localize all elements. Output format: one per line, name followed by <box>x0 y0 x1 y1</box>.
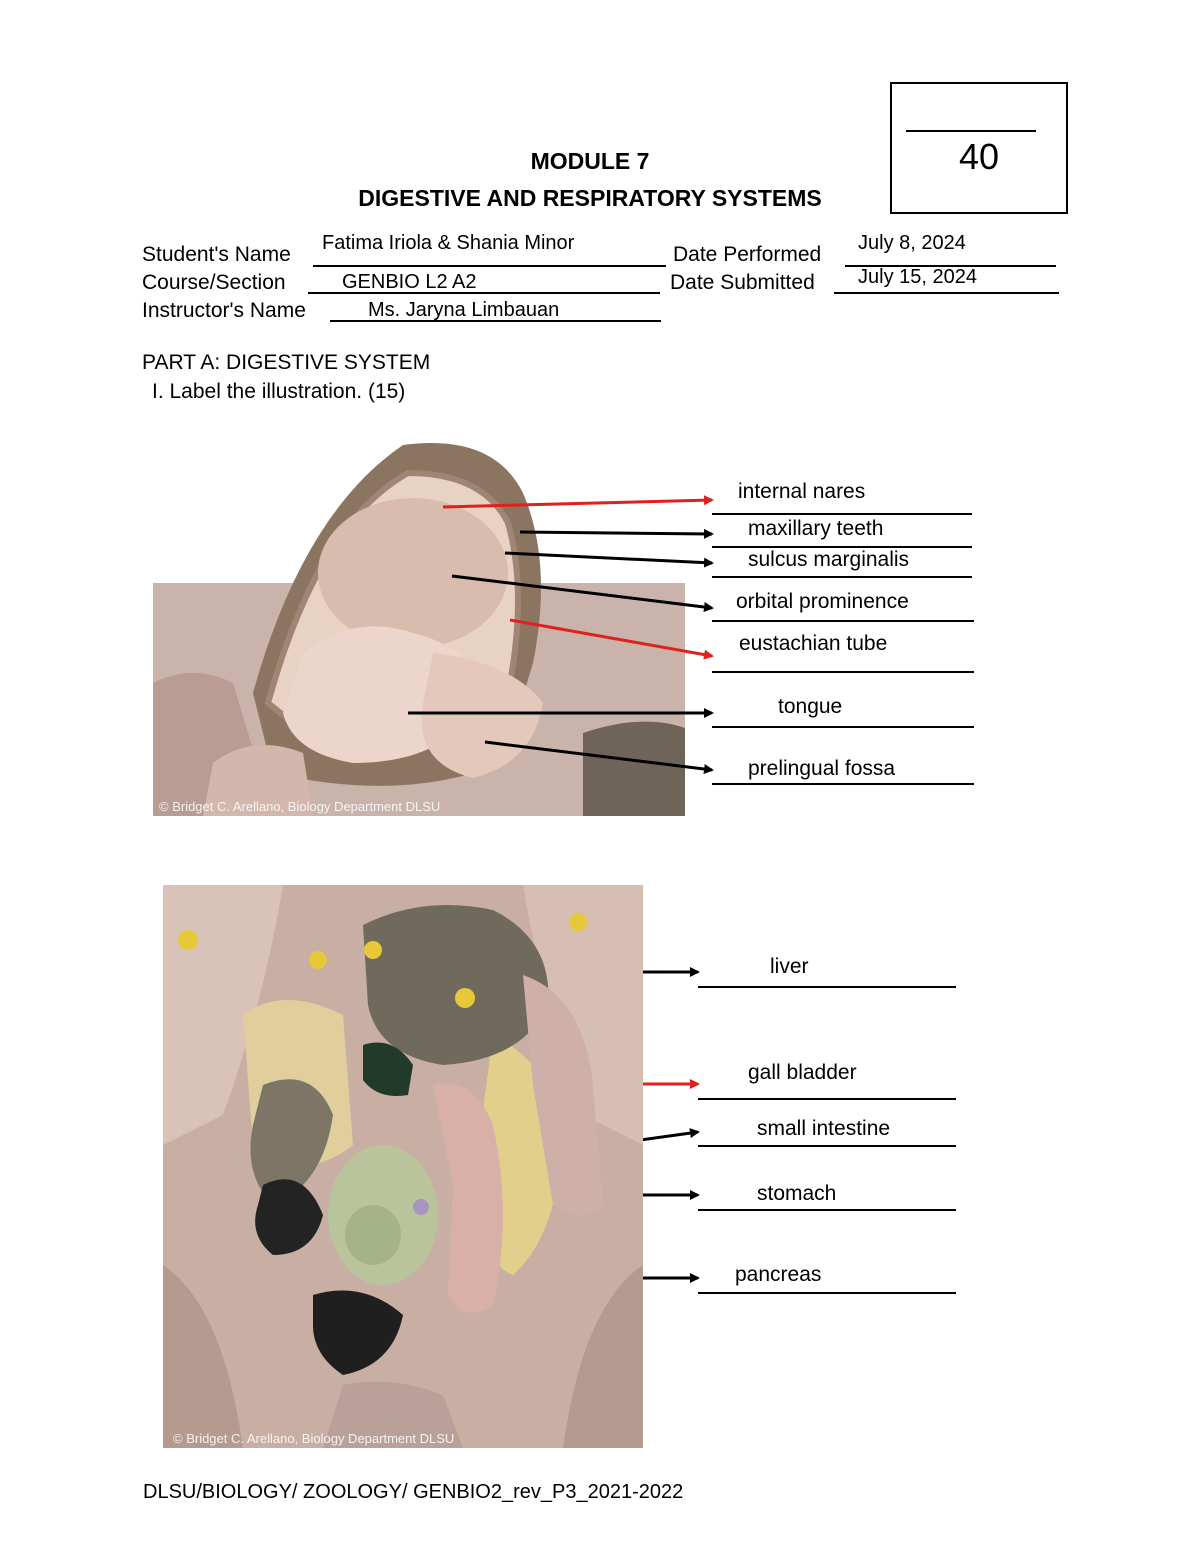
answer-line <box>698 986 956 988</box>
answer-line <box>712 783 974 785</box>
date-performed-value[interactable]: July 8, 2024 <box>858 232 966 254</box>
answer-line <box>712 513 972 515</box>
module-title: MODULE 7 <box>530 148 650 174</box>
figure1-watermark: © Bridget C. Arellano, Biology Department DLSU <box>159 799 441 814</box>
answer-line <box>712 620 974 622</box>
frog-abdomen-photo <box>163 885 643 1448</box>
arrow-orbital-prominence <box>452 576 712 608</box>
instructor-value[interactable]: Ms. Jaryna Limbauan <box>368 299 560 321</box>
label-pancreas[interactable]: pancreas <box>735 1263 822 1286</box>
part-a-instruction: I. Label the illustration. (15) <box>152 380 406 403</box>
label-liver[interactable]: liver <box>770 955 809 978</box>
score-total: 40 <box>958 136 1000 177</box>
arrow-eustachian-tube <box>510 620 712 656</box>
label-gall-bladder[interactable]: gall bladder <box>748 1061 857 1084</box>
arrow-sulcus-marginalis <box>505 553 712 563</box>
label-orbital-prominence[interactable]: orbital prominence <box>736 590 909 613</box>
answer-line <box>712 576 972 578</box>
part-a-heading: PART A: DIGESTIVE SYSTEM <box>142 351 431 374</box>
answer-line <box>712 671 974 673</box>
footer-code: DLSU/BIOLOGY/ ZOOLOGY/ GENBIO2_rev_P3_2021-2022 <box>143 1481 684 1503</box>
label-sulcus-marginalis[interactable]: sulcus marginalis <box>748 548 910 571</box>
label-eustachian-tube[interactable]: eustachian tube <box>739 632 888 655</box>
label-prelingual-fossa[interactable]: prelingual fossa <box>748 757 896 780</box>
figure2-watermark: © Bridget C. Arellano, Biology Department DLSU <box>173 1431 455 1446</box>
answer-line <box>698 1145 956 1147</box>
date-submitted-value[interactable]: July 15, 2024 <box>858 266 977 288</box>
label-small-intestine[interactable]: small intestine <box>757 1117 891 1140</box>
arrow-prelingual-fossa <box>485 742 712 770</box>
frog-abdomen-illustration <box>163 885 643 1448</box>
answer-line <box>698 1292 956 1294</box>
instructor-label: Instructor's Name <box>142 299 306 322</box>
date-performed-label: Date Performed <box>673 243 822 266</box>
answer-line <box>698 1209 956 1211</box>
arrow-internal-nares <box>443 500 712 507</box>
label-maxillary-teeth[interactable]: maxillary teeth <box>748 517 884 540</box>
student-name-label: Student's Name <box>142 243 291 266</box>
label-stomach[interactable]: stomach <box>757 1182 837 1205</box>
answer-line <box>698 1098 956 1100</box>
student-name-value[interactable]: Fatima Iriola & Shania Minor <box>322 232 575 254</box>
arrow-maxillary-teeth <box>520 532 712 534</box>
label-tongue[interactable]: tongue <box>778 695 843 718</box>
course-value[interactable]: GENBIO L2 A2 <box>342 271 477 293</box>
answer-line <box>712 726 974 728</box>
date-submitted-label: Date Submitted <box>670 271 815 294</box>
module-subtitle: DIGESTIVE AND RESPIRATORY SYSTEMS <box>358 185 822 211</box>
label-internal-nares[interactable]: internal nares <box>738 480 866 503</box>
course-label: Course/Section <box>142 271 286 294</box>
